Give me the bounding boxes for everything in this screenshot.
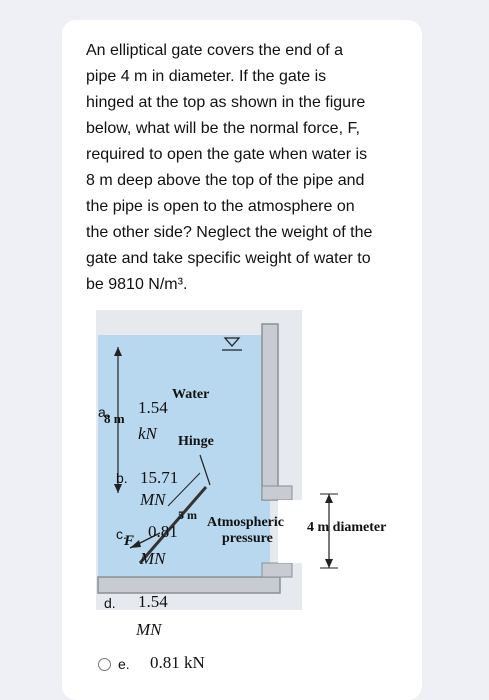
option-unit: MN xyxy=(140,490,166,509)
option-letter: c. xyxy=(116,526,127,542)
question-line: the other side? Neglect the weight of the xyxy=(86,224,373,241)
option-value: 1.54 xyxy=(138,592,168,611)
option-letter: b. xyxy=(116,470,128,486)
depth-label: 8 m xyxy=(104,411,125,426)
question-line: 8 m deep above the top of the pipe and xyxy=(86,172,365,189)
atmospheric-label: Atmospheric xyxy=(207,515,284,530)
question-line: required to open the gate when water is xyxy=(86,146,368,163)
pipe-top-wall xyxy=(262,486,292,500)
option-letter: e. xyxy=(118,656,130,672)
diameter-arrow-down-icon xyxy=(325,559,333,568)
diameter-arrow-up-icon xyxy=(325,494,333,503)
option-value: 1.54 xyxy=(138,398,168,417)
option-unit: MN xyxy=(140,549,166,568)
option-unit: kN xyxy=(138,424,157,443)
tank-bottom-wall xyxy=(98,577,280,593)
option-letter: d. xyxy=(104,595,116,611)
question-line: hinged at the top as shown in the figure xyxy=(86,94,366,111)
option-value: 15.71 xyxy=(140,468,179,487)
pipe-bottom-wall xyxy=(262,563,292,577)
gate-dimension-label: 5 m xyxy=(178,508,197,522)
option-value: 0.81 xyxy=(148,522,178,541)
question-line: the pipe is open to the atmosphere on xyxy=(86,198,355,215)
radio-button[interactable] xyxy=(98,658,111,671)
diameter-label: 4 m diameter xyxy=(307,520,387,535)
option-letter: a. xyxy=(98,404,110,420)
hinge-label: Hinge xyxy=(178,434,214,449)
question-line: gate and take specific weight of water to xyxy=(86,250,371,267)
question-line: pipe 4 m in diameter. If the gate is xyxy=(86,68,327,85)
force-label: F xyxy=(124,533,135,549)
question-line: An elliptical gate covers the end of a xyxy=(86,42,344,59)
tank-wall xyxy=(262,324,278,500)
question-line: below, what will be the normal force, F, xyxy=(86,120,360,137)
pressure-label: pressure xyxy=(222,531,273,546)
water-label: Water xyxy=(172,387,210,402)
option-unit: MN xyxy=(136,620,162,639)
question-line: be 9810 N/m³. xyxy=(86,276,188,293)
option-value: 0.81 kN xyxy=(150,653,205,672)
